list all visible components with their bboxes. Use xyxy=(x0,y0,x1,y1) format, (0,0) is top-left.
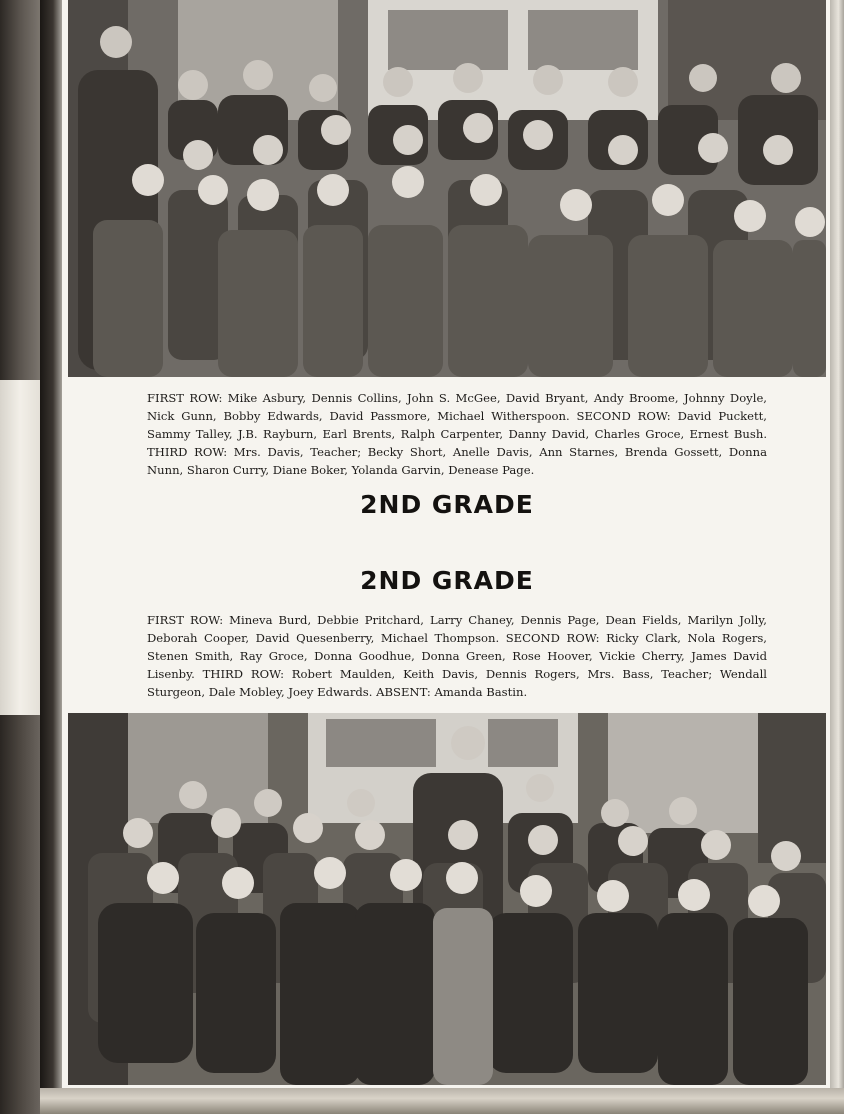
class-photo-top-illustration xyxy=(68,0,826,377)
class-photo-bottom xyxy=(68,713,826,1085)
previous-page-photo-strip-lower xyxy=(0,715,40,1114)
previous-page-photo-strip xyxy=(0,0,40,380)
top-photo-caption: FIRST ROW: Mike Asbury, Dennis Collins, John S. McGee, David Bryant, Andy Broome, Johnny Doyle, Nick Gunn, Bobby Edwards, David Passmore, Michael Witherspoon. SECOND ROW: David Puckett, Sammy Talley, J.B. Rayburn, Earl Brents, Ralph Carpenter, Danny David, Charles Groce, Ernest Bush. THIRD ROW: Mrs. Davis, Teacher; Becky Short, Anelle Davis, Ann Starnes, Brenda Gossett, Donna Nunn, Sharon Curry, Diane Boker, Yolanda Garvin, Denease Page. xyxy=(147,391,767,477)
class-photo-bottom-illustration xyxy=(68,713,826,1085)
class-photo-top xyxy=(68,0,826,377)
grade-heading-top: 2ND GRADE xyxy=(360,490,534,519)
previous-page-text-strip xyxy=(0,380,40,715)
page-right-edge xyxy=(830,0,844,1114)
bottom-photo-caption: FIRST ROW: Mineva Burd, Debbie Pritchard, Larry Chaney, Dennis Page, Dean Fields, Marilyn Jolly, Deborah Cooper, David Quesenberry, Michael Thompson. SECOND ROW: Ricky Clark, Nola Rogers, Stenen Smith, Ray Groce, Donna Goodhue, Donna Green, Rose Hoover, Vickie Cherry, James David Lisenby. THIRD ROW: Robert Maulden, Keith Davis, Dennis Rogers, Mrs. Bass, Teacher; Wendall Sturgeon, Dale Mobley, Joey Edwards. ABSENT: Amanda Bastin. xyxy=(147,613,767,699)
page-bottom-edge xyxy=(40,1088,844,1114)
grade-heading-bottom: 2ND GRADE xyxy=(360,566,534,595)
